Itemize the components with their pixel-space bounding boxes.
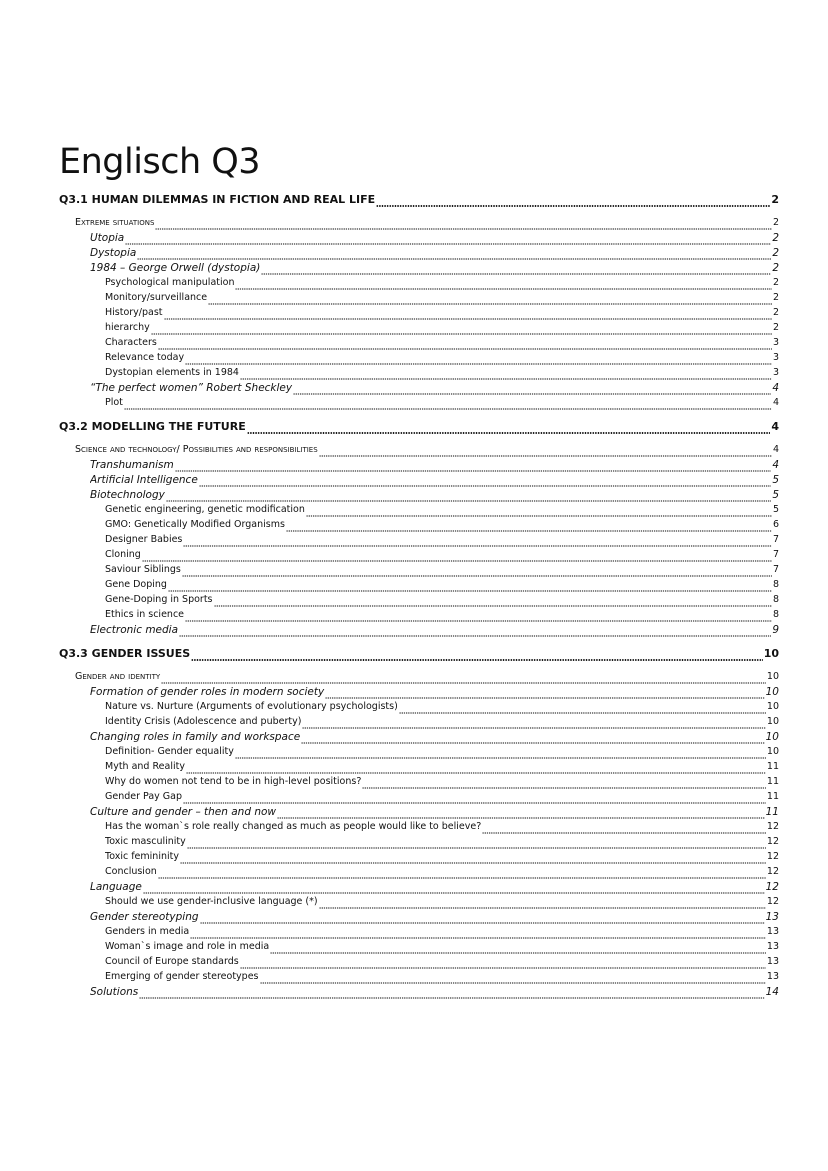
toc-entry-title: Relevance today — [105, 352, 185, 363]
toc-entry-title: Solutions — [90, 986, 139, 998]
toc-dot-leader — [319, 445, 772, 457]
toc-entry-title: Q3.2 MODELLING THE FUTURE — [59, 420, 246, 433]
toc-dot-leader — [482, 822, 766, 834]
toc-entry[interactable] — [90, 488, 779, 502]
page-title: Englisch Q3 — [59, 142, 261, 182]
toc-entry-title: Science and technology/ Possibilities and responsibilities — [75, 444, 318, 455]
toc-entry-title: Genders in media — [105, 926, 190, 937]
toc-entry-title: 1984 – George Orwell (dystopia) — [90, 262, 261, 274]
toc-page-number: 7 — [772, 564, 779, 575]
toc-entry[interactable] — [105, 366, 779, 380]
toc-entry[interactable] — [105, 775, 779, 789]
toc-entry[interactable] — [105, 291, 779, 305]
toc-entry[interactable] — [90, 261, 779, 275]
toc-entry[interactable] — [75, 216, 779, 230]
toc-entry-title: History/past — [105, 307, 163, 318]
toc-page-number: 4 — [771, 420, 779, 433]
toc-dot-leader — [182, 565, 772, 577]
toc-page-number: 13 — [765, 911, 779, 923]
toc-entry[interactable] — [90, 805, 779, 819]
toc-entry[interactable] — [105, 820, 779, 834]
toc-dot-leader — [175, 460, 772, 472]
toc-entry-title: Gender and identity — [75, 671, 161, 682]
toc-page-number: 5 — [772, 474, 779, 486]
toc-dot-leader — [161, 672, 766, 684]
toc-dot-leader — [306, 505, 772, 517]
toc-page-number: 12 — [766, 821, 779, 832]
toc-entry[interactable] — [105, 608, 779, 622]
toc-entry-title: Artificial Intelligence — [90, 474, 198, 486]
toc-dot-leader — [277, 807, 765, 819]
toc-page-number: 2 — [772, 262, 779, 274]
toc-page-number: 8 — [772, 609, 779, 620]
toc-entry-title: Q3.1 HUMAN DILEMMAS IN FICTION AND REAL LIFE — [59, 193, 376, 206]
toc-entry-title: Saviour Siblings — [105, 564, 181, 575]
toc-dot-leader — [142, 550, 772, 562]
toc-dot-leader — [139, 987, 764, 999]
toc-entry[interactable] — [90, 685, 779, 699]
toc-entry-title: Conclusion — [105, 866, 157, 877]
toc-dot-leader — [302, 717, 765, 729]
toc-entry[interactable] — [90, 985, 779, 999]
toc-entry[interactable] — [105, 865, 779, 879]
toc-dot-leader — [185, 353, 772, 365]
toc-page-number: 2 — [772, 307, 779, 318]
toc-dot-leader — [183, 792, 766, 804]
toc-dot-leader — [125, 233, 771, 245]
toc-page-number: 10 — [766, 671, 779, 682]
toc-entry-title: Transhumanism — [90, 459, 174, 471]
toc-entry[interactable] — [105, 563, 779, 577]
toc-page-number: 4 — [772, 397, 779, 408]
toc-heading[interactable] — [59, 193, 779, 207]
toc-page-number: 2 — [772, 217, 779, 228]
toc-entry-title: Emerging of gender stereotypes — [105, 971, 259, 982]
toc-entry-title: Toxic femininity — [105, 851, 179, 862]
toc-entry[interactable] — [90, 910, 779, 924]
toc-dot-leader — [168, 580, 772, 592]
toc-dot-leader — [208, 293, 772, 305]
toc-entry[interactable] — [105, 850, 779, 864]
toc-entry-title: Has the woman`s role really changed as much as people would like to believe? — [105, 821, 482, 832]
toc-dot-leader — [240, 957, 766, 969]
toc-page-number: 10 — [763, 647, 779, 660]
toc-page-number: 6 — [772, 519, 779, 530]
toc-entry[interactable] — [105, 760, 779, 774]
toc-entry-title: Myth and Reality — [105, 761, 185, 772]
toc-page-number: 13 — [766, 926, 779, 937]
toc-entry[interactable] — [105, 578, 779, 592]
toc-entry[interactable] — [90, 473, 779, 487]
toc-entry-title: Council of Europe standards — [105, 956, 239, 967]
toc-dot-leader — [183, 535, 772, 547]
toc-dot-leader — [190, 927, 766, 939]
toc-page-number: 4 — [772, 382, 779, 394]
toc-entry-title: Gene-Doping in Sports — [105, 594, 213, 605]
toc-page-number: 11 — [766, 791, 779, 802]
toc-dot-leader — [191, 649, 763, 661]
toc-dot-leader — [137, 248, 771, 260]
toc-heading[interactable] — [59, 420, 779, 434]
toc-page-number: 5 — [772, 504, 779, 515]
toc-entry-title: Extreme situations — [75, 217, 155, 228]
toc-page-number: 13 — [766, 971, 779, 982]
toc-page-number: 3 — [772, 337, 779, 348]
toc-dot-leader — [180, 852, 766, 864]
toc-entry[interactable] — [105, 548, 779, 562]
toc-entry-title: Identity Crisis (Adolescence and puberty) — [105, 716, 302, 727]
toc-dot-leader — [187, 837, 766, 849]
toc-page-number: 12 — [766, 866, 779, 877]
toc-entry-title: Cloning — [105, 549, 141, 560]
toc-dot-leader — [200, 912, 765, 924]
toc-dot-leader — [124, 398, 772, 410]
toc-entry-title: Electronic media — [90, 624, 179, 636]
toc-dot-leader — [185, 610, 772, 622]
toc-entry[interactable] — [105, 700, 779, 714]
toc-dot-leader — [240, 368, 772, 380]
toc-entry[interactable] — [90, 730, 779, 744]
toc-page-number: 8 — [772, 594, 779, 605]
toc-entry[interactable] — [105, 306, 779, 320]
toc-entry[interactable] — [105, 396, 779, 410]
toc-entry-title: Should we use gender-inclusive language (*) — [105, 896, 318, 907]
toc-dot-leader — [325, 687, 764, 699]
toc-dot-leader — [235, 747, 766, 759]
toc-entry[interactable] — [105, 790, 779, 804]
toc-entry-title: Monitory/surveillance — [105, 292, 208, 303]
toc-dot-leader — [399, 702, 766, 714]
toc-entry-title: Designer Babies — [105, 534, 183, 545]
toc-page-number: 11 — [766, 761, 779, 772]
toc-entry-title: Culture and gender – then and now — [90, 806, 277, 818]
toc-page-number: 13 — [766, 941, 779, 952]
toc-entry[interactable] — [105, 503, 779, 517]
toc-entry[interactable] — [105, 835, 779, 849]
toc-entry[interactable] — [105, 895, 779, 909]
toc-entry-title: Nature vs. Nurture (Arguments of evolutionary psychologists) — [105, 701, 398, 712]
toc-entry-title: Q3.3 GENDER ISSUES — [59, 647, 191, 660]
toc-dot-leader — [143, 882, 765, 894]
toc-entry-title: Genetic engineering, genetic modification — [105, 504, 305, 515]
toc-dot-leader — [260, 972, 766, 984]
toc-entry-title: Language — [90, 881, 142, 893]
toc-entry-title: hierarchy — [105, 322, 150, 333]
toc-entry-title: Definition- Gender equality — [105, 746, 234, 757]
toc-entry-title: Gender stereotyping — [90, 911, 199, 923]
toc-page-number: 10 — [766, 716, 779, 727]
toc-page-number: 2 — [772, 247, 779, 259]
toc-entry[interactable] — [90, 381, 779, 395]
toc-entry[interactable] — [90, 623, 779, 637]
toc-entry-title: Psychological manipulation — [105, 277, 235, 288]
toc-page-number: 7 — [772, 534, 779, 545]
toc-entry[interactable] — [90, 231, 779, 245]
toc-page-number: 12 — [766, 851, 779, 862]
toc-entry-title: Changing roles in family and workspace — [90, 731, 301, 743]
toc-entry-title: GMO: Genetically Modified Organisms — [105, 519, 285, 530]
toc-entry-title: Utopia — [90, 232, 125, 244]
toc-entry-title: Characters — [105, 337, 157, 348]
toc-page-number: 12 — [766, 836, 779, 847]
toc-entry[interactable] — [105, 715, 779, 729]
toc-page-number: 11 — [766, 776, 779, 787]
toc-entry[interactable] — [90, 246, 779, 260]
toc-page-number: 10 — [766, 701, 779, 712]
toc-entry[interactable] — [105, 955, 779, 969]
toc-dot-leader — [151, 323, 772, 335]
toc-entry-title: Toxic masculinity — [105, 836, 186, 847]
toc-entry[interactable] — [105, 940, 779, 954]
toc-entry[interactable] — [105, 276, 779, 290]
toc-dot-leader — [235, 278, 771, 290]
toc-dot-leader — [301, 732, 764, 744]
toc-page-number: 4 — [772, 459, 779, 471]
toc-entry-title: Woman`s image and role in media — [105, 941, 270, 952]
toc-dot-leader — [319, 897, 766, 909]
toc-entry-title: “The perfect women” Robert Sheckley — [90, 382, 293, 394]
toc-dot-leader — [166, 490, 771, 502]
toc-page-number: 8 — [772, 579, 779, 590]
toc-dot-leader — [179, 625, 771, 637]
toc-heading[interactable] — [59, 647, 779, 661]
toc-dot-leader — [247, 422, 771, 434]
toc-entry[interactable] — [105, 745, 779, 759]
toc-entry-title: Gene Doping — [105, 579, 167, 590]
toc-page-number: 2 — [772, 277, 779, 288]
toc-page-number: 2 — [772, 232, 779, 244]
toc-dot-leader — [214, 595, 772, 607]
toc-entry-title: Dystopian elements in 1984 — [105, 367, 239, 378]
toc-page-number: 2 — [772, 322, 779, 333]
toc-entry-title: Why do women not tend to be in high-level positions? — [105, 776, 362, 787]
toc-page-number: 10 — [766, 746, 779, 757]
toc-page-number: 13 — [766, 956, 779, 967]
toc-dot-leader — [155, 218, 772, 230]
toc-page-number: 12 — [766, 896, 779, 907]
toc-dot-leader — [158, 338, 772, 350]
toc-dot-leader — [376, 195, 770, 207]
toc-page-number: 10 — [765, 731, 779, 743]
toc-entry-title: Ethics in science — [105, 609, 185, 620]
toc-entry-title: Dystopia — [90, 247, 137, 259]
toc-entry[interactable] — [105, 518, 779, 532]
toc-page-number: 5 — [772, 489, 779, 501]
toc-page-number: 4 — [772, 444, 779, 455]
toc-entry[interactable] — [105, 593, 779, 607]
toc-page-number: 3 — [772, 367, 779, 378]
toc-page-number: 2 — [771, 193, 779, 206]
toc-dot-leader — [186, 762, 766, 774]
toc-entry[interactable] — [90, 458, 779, 472]
toc-entry[interactable] — [105, 925, 779, 939]
toc-page-number: 10 — [765, 686, 779, 698]
toc-entry[interactable] — [75, 670, 779, 684]
toc-dot-leader — [286, 520, 772, 532]
toc-page-number: 11 — [765, 806, 779, 818]
toc-dot-leader — [164, 308, 772, 320]
toc-dot-leader — [293, 383, 771, 395]
toc-entry-title: Formation of gender roles in modern society — [90, 686, 325, 698]
toc-entry-title: Plot — [105, 397, 123, 408]
toc-dot-leader — [362, 777, 766, 789]
toc-page-number: 12 — [765, 881, 779, 893]
toc-entry[interactable] — [105, 321, 779, 335]
toc-entry-title: Biotechnology — [90, 489, 165, 501]
toc-page-number: 3 — [772, 352, 779, 363]
toc-page-number: 2 — [772, 292, 779, 303]
toc-entry[interactable] — [90, 880, 779, 894]
toc-dot-leader — [199, 475, 772, 487]
toc-dot-leader — [270, 942, 766, 954]
toc-entry[interactable] — [105, 533, 779, 547]
toc-entry-title: Gender Pay Gap — [105, 791, 183, 802]
toc-entry[interactable] — [105, 336, 779, 350]
toc-dot-leader — [158, 867, 766, 879]
toc-dot-leader — [261, 263, 771, 275]
toc-page-number: 14 — [765, 986, 779, 998]
toc-page-number: 7 — [772, 549, 779, 560]
toc-entry[interactable] — [105, 351, 779, 365]
toc-entry[interactable] — [75, 443, 779, 457]
toc-page-number: 9 — [772, 624, 779, 636]
toc-entry[interactable] — [105, 970, 779, 984]
